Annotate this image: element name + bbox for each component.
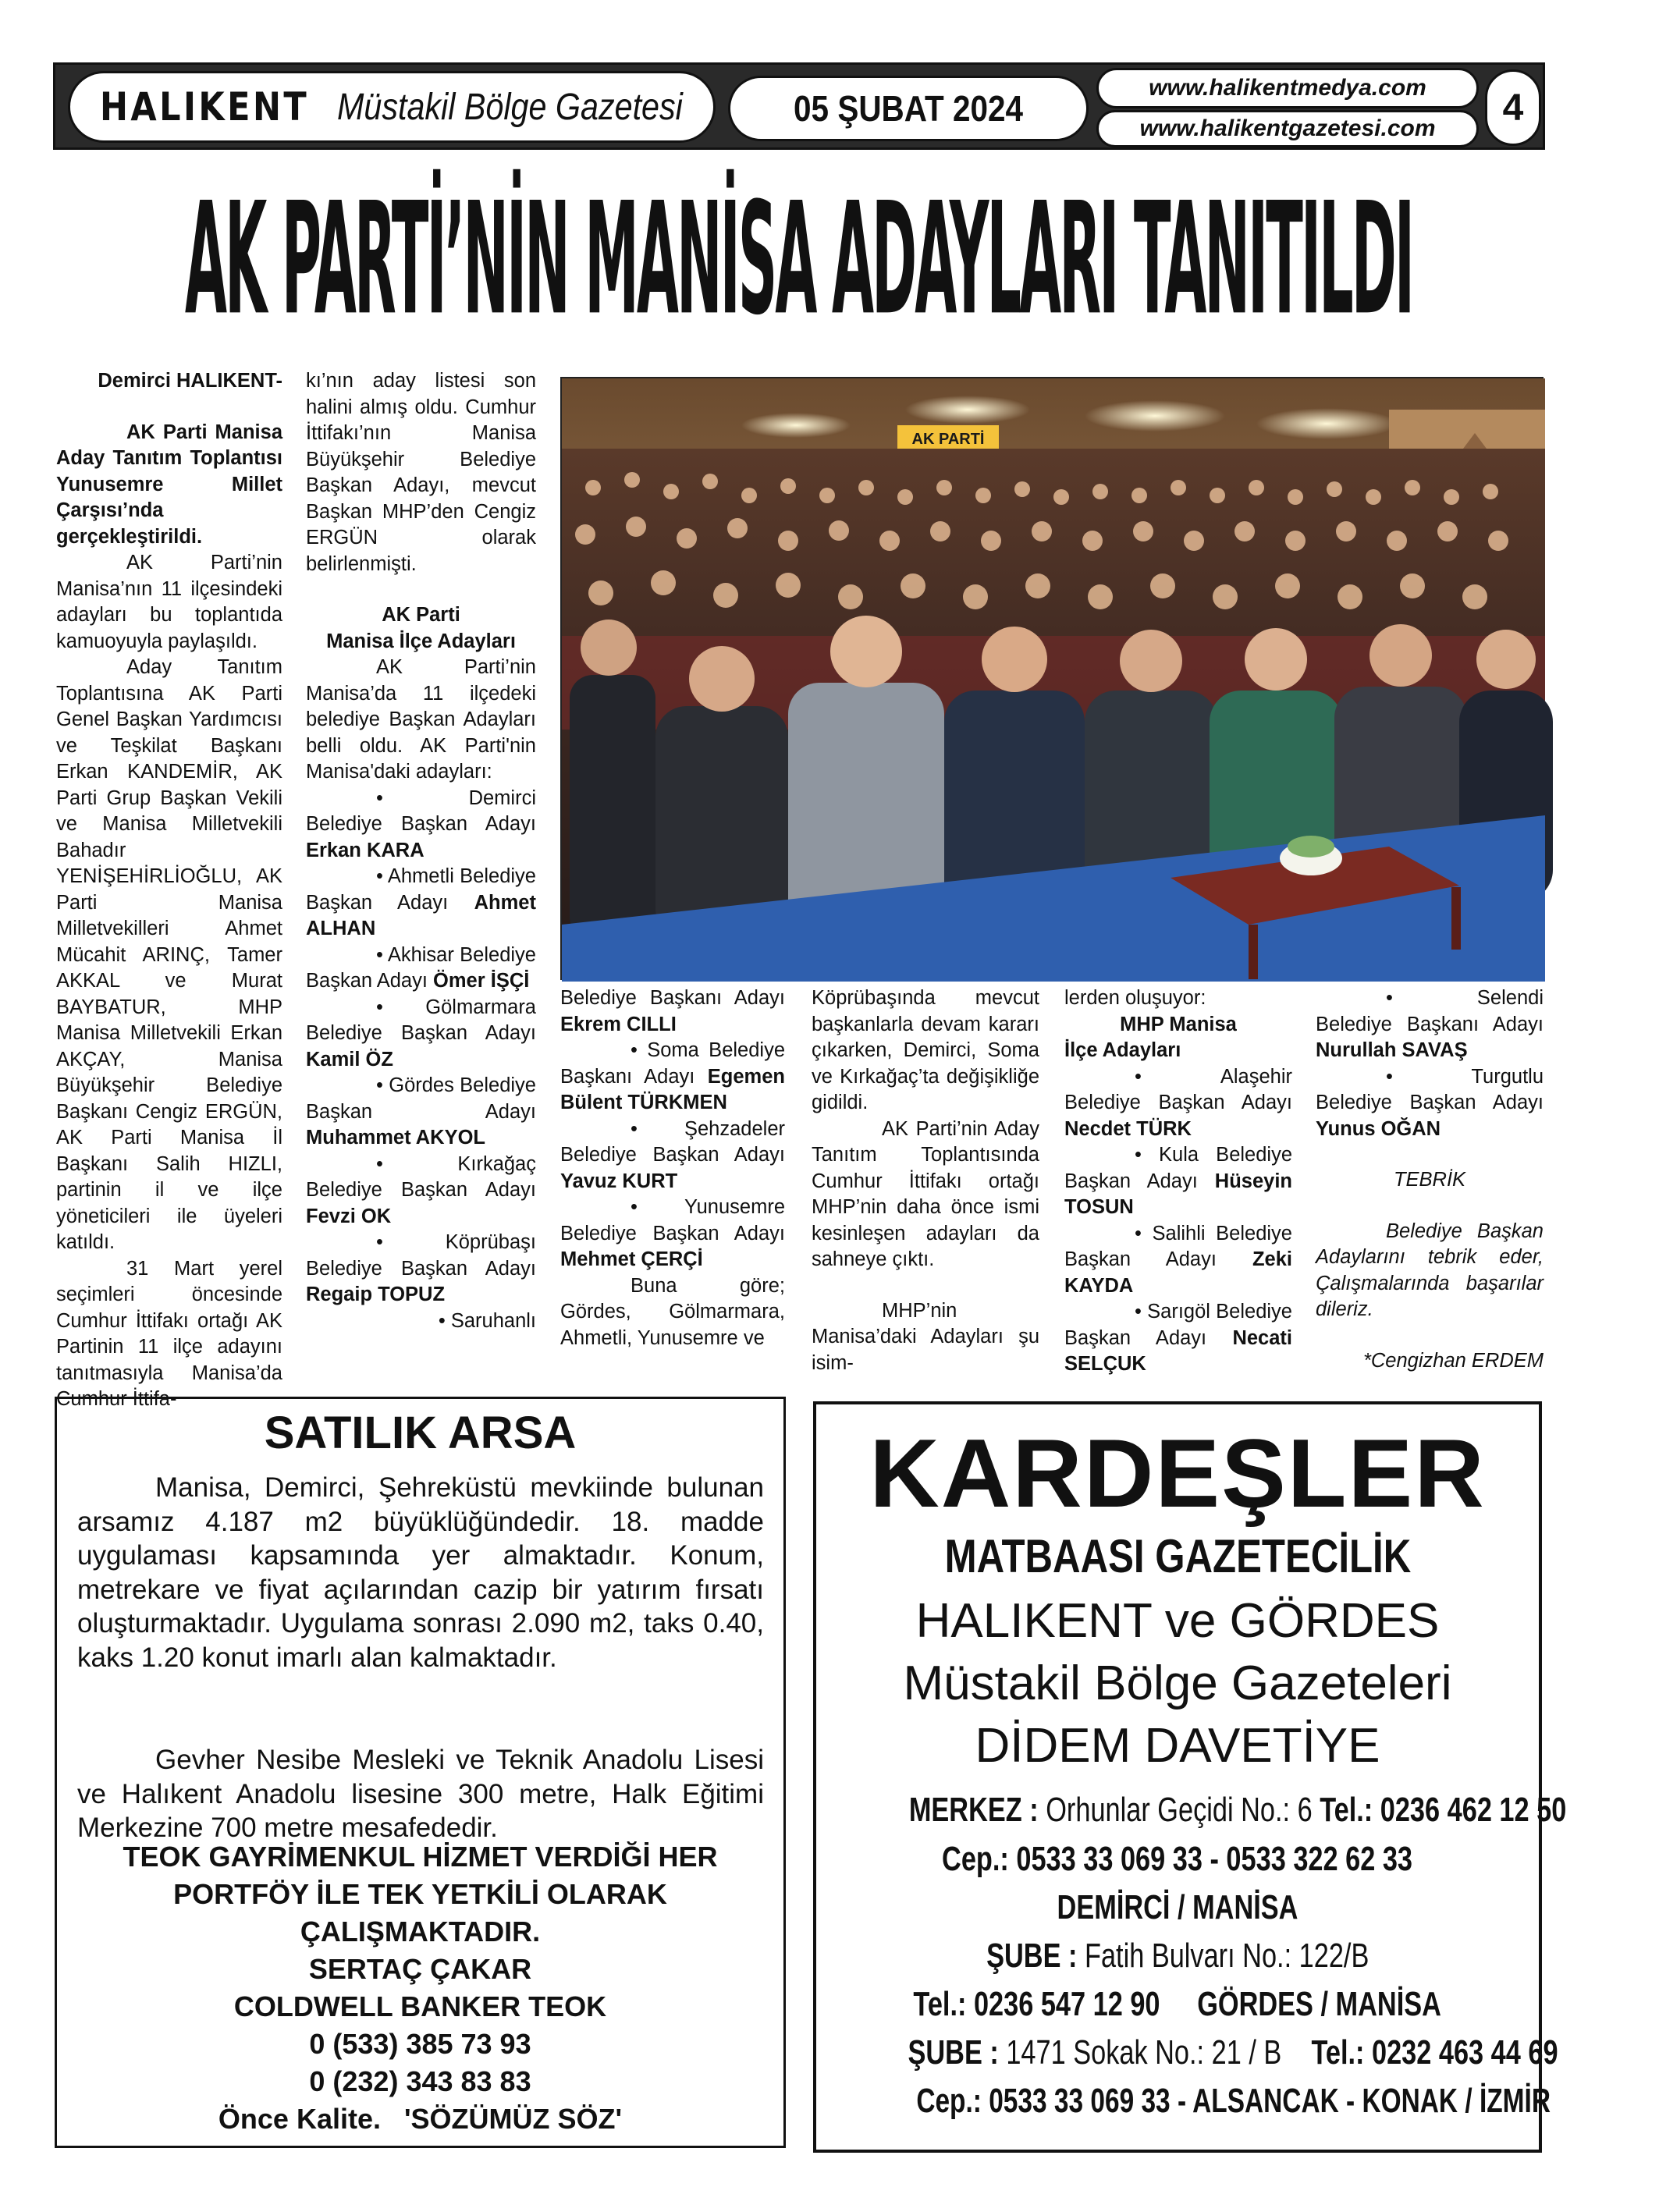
ad-paragraph: Gevher Nesibe Mesleki ve Teknik Anadolu Lisesi ve Halıkent Anadolu lisesine 300 metre, Halk Eğitimi Merkezine 700 metre mesafededir. [77, 1745, 764, 1843]
brand-subtitle: Müstakil Bölge Gazetesi [336, 86, 683, 128]
candidate-name: Erkan KARA [306, 839, 425, 861]
candidate-name: Egemen Bülent TÜRKMEN [560, 1065, 785, 1113]
candidate-item [560, 985, 785, 1038]
congrats-text: Belediye Başkan Adaylarını tebrik eder, Çalışmalarında başarılar dileriz. [1316, 1220, 1544, 1320]
candidate-role: • Akhisar Belediye Başkan Adayı [306, 943, 536, 992]
ad-line: MATBAASI GAZETECİLİK [944, 1530, 1411, 1582]
website-1[interactable]: www.halikentmedya.com [1149, 75, 1426, 101]
ad-label: MERKEZ : [908, 1791, 1039, 1829]
ad-slogan: Önce Kalite. 'SÖZÜMÜZ SÖZ' [218, 2103, 623, 2135]
candidate-role: • Kula Belediye Başkan Adayı [1064, 1144, 1292, 1192]
candidate-name: Yunus OĞAN [1316, 1117, 1441, 1140]
candidate-role: • Gölmarmara Belediye Başkan Adayı [306, 996, 536, 1044]
candidate-name: Fevzi OK [306, 1205, 392, 1227]
headline-text: AK PARTİ’NİN MANİSA ADAYLARI TANITILDI [185, 170, 1413, 350]
website-2[interactable]: www.halikentgazetesi.com [1139, 115, 1436, 141]
candidate-item [306, 864, 536, 943]
article-paragraph: AK Parti’nin Manisa’da 11 ilçedeki belediye Başkan Adayları belli oldu. AK Parti'nin Manisa'daki adayları: [306, 656, 536, 783]
author-signature: *Cengizhan ERDEM [1362, 1349, 1544, 1372]
brand-name: HALIKENT [100, 84, 310, 130]
candidate-item [1064, 1299, 1292, 1378]
candidate-name: Muhammet AKYOL [306, 1127, 485, 1149]
dateline: Demirci HALIKENT- [98, 370, 282, 392]
article-lead: AK Parti Manisa Aday Tanıtım Toplantısı Yunusemre Millet Çarşısı’nda gerçekleştirildi. [56, 421, 282, 548]
candidate-role: • Yunusemre Belediye Başkan Adayı [560, 1196, 785, 1244]
candidate-name: Regaip TOPUZ [306, 1284, 446, 1305]
subhead: Manisa İlçe Adayları [326, 630, 516, 652]
candidate-role: • Gördes Belediye Başkan Adayı [306, 1074, 536, 1123]
candidate-role: • Soma Belediye Başkanı Adayı [560, 1039, 785, 1088]
candidate-role: • Saruhanlı [438, 1309, 536, 1332]
photo-sign-text: AK PARTİ [911, 431, 985, 448]
brand-pill [68, 71, 716, 143]
ad-phone[interactable]: Tel.: 0236 547 12 90 [913, 1985, 1160, 2023]
congrats-title: TEBRİK [1393, 1169, 1466, 1191]
candidate-item [560, 1117, 785, 1195]
candidate-role: • Sarıgöl Belediye Başkan Adayı [1064, 1301, 1292, 1349]
candidate-item [560, 1038, 785, 1117]
ad-phone[interactable]: Tel.: 0236 462 12 50 [1320, 1791, 1567, 1829]
article-column-2 [306, 368, 536, 1383]
candidate-item [306, 1073, 536, 1152]
article-paragraph: Aday Tanıtım Toplantısına AK Parti Genel Başkan Yardımcısı ve Teşkilat Başkanı Erkan KANDEMİR, AK Parti Grup Başkan Vekili ve Manisa Milletvekili Bahadır YENİŞEHİRLİOĞLU, AK Parti Manisa Milletvekilleri Ahmet Mücahit ARINÇ, Tamer AKKAL ve Murat BAYBATUR, MHP Manisa Milletvekili Erkan AKÇAY, Manisa Büyükşehir Belediye Başkanı Cengiz ERGÜN, AK Parti Manisa İl Başkanı Salih HIZLI, partinin il ve ilçe yöneticileri ile üyeleri katıldı. [56, 656, 282, 1253]
ad-label: ŞUBE : [908, 2033, 999, 2072]
candidate-item [1064, 1142, 1292, 1221]
article-paragraph: AK Parti’nin Aday Tanıtım Toplantısında Cumhur İttifakı ortağı MHP’nin daha önce ismi kesinleşen adayları da sahneye çıktı. [812, 1117, 1039, 1270]
ad-line: HALIKENT ve GÖRDES [915, 1594, 1440, 1648]
ad-title: SATILIK ARSA [264, 1408, 577, 1458]
ad-merkez-line [816, 1791, 1567, 1830]
article-column-4 [812, 985, 1039, 1383]
article-column-3 [560, 985, 785, 1383]
article-paragraph: kı’nın aday listesi son halini almış oldu. Cumhur İttifakı’nın Manisa Büyükşehir Belediye Başkan Adayı, mevcut Başkan MHP’den Cengiz ERGÜN olarak belirlenmişti. [306, 370, 536, 575]
candidate-name: Ekrem CILLI [560, 1013, 677, 1035]
website-pill-1 [1096, 68, 1479, 108]
ad-contact-name: SERTAÇ ÇAKAR [308, 1953, 532, 1985]
candidate-item [306, 1230, 536, 1308]
candidate-role: • Kırkağaç Belediye Başkan Adayı [306, 1152, 536, 1201]
ad-phone[interactable]: 0 (232) 343 83 83 [309, 2065, 531, 2097]
candidate-name: Kamil ÖZ [306, 1048, 393, 1070]
candidate-name: Yavuz KURT [560, 1170, 678, 1192]
ad-branch-contact [816, 1985, 1539, 2024]
ad-mobile[interactable]: Cep.: 0533 33 069 33 - ALSANCAK - KONAK / İZMİR [916, 2082, 1551, 2120]
candidate-role: • Demirci Belediye Başkan Adayı [306, 786, 536, 835]
masthead [53, 62, 1545, 150]
candidate-role: • Alaşehir Belediye Başkan Adayı [1064, 1065, 1292, 1113]
candidate-name: Mehmet ÇERÇİ [560, 1248, 703, 1270]
candidate-item [1316, 985, 1544, 1064]
subhead: MHP Manisa [1120, 1013, 1237, 1035]
ad-phone[interactable]: 0 (533) 385 73 93 [309, 2028, 531, 2060]
candidate-item [1064, 1221, 1292, 1300]
candidate-name: Necati SELÇUK [1064, 1326, 1292, 1375]
candidate-name: Hüseyin TOSUN [1064, 1170, 1292, 1218]
ad-mobile[interactable]: Cep.: 0533 33 069 33 - 0533 322 62 33 [942, 1840, 1413, 1878]
article-column-1 [56, 368, 282, 1410]
article-paragraph: Köprübaşında mevcut başkanlarla devam kararı çıkarken, Demirci, Soma ve Kırkağaç’ta değişikliğe gidildi. [812, 987, 1039, 1113]
ad-bold-line: PORTFÖY İLE TEK YETKİLİ OLARAK [173, 1878, 667, 1910]
ad-address: Orhunlar Geçidi No.: 6 [1046, 1791, 1313, 1829]
candidate-item [1064, 1064, 1292, 1143]
event-photo [560, 377, 1544, 980]
ad-land-for-sale [55, 1397, 786, 2148]
candidate-name: Nurullah SAVAŞ [1316, 1039, 1468, 1061]
ad-line: DİDEM DAVETİYE [975, 1719, 1380, 1773]
candidate-item [306, 786, 536, 865]
audience-photo-illustration [562, 378, 1545, 982]
candidate-name: Zeki KAYDA [1064, 1248, 1292, 1297]
subhead: İlçe Adayları [1064, 1039, 1181, 1061]
ad-printing-house [813, 1401, 1567, 2153]
ad-phone[interactable]: Tel.: 0232 463 44 69 [1311, 2033, 1558, 2072]
ad-branch-line [816, 2033, 1558, 2072]
candidate-role: • Turgutlu Belediye Başkan Adayı [1316, 1065, 1544, 1113]
ad-address: 1471 Sokak No.: 21 / B [1006, 2033, 1282, 2072]
candidate-name: Necdet TÜRK [1064, 1117, 1192, 1140]
article-column-5 [1064, 985, 1292, 1383]
article-paragraph: 31 Mart yerel seçimleri öncesinde Cumhur İttifakı ortağı AK Partinin 11 ilçe adayını tanıtmasıyla Manisa’da Cumhur İttifa- [56, 1257, 282, 1410]
candidate-item [1316, 1064, 1544, 1143]
candidate-item [560, 1195, 785, 1273]
candidate-item [306, 943, 536, 995]
article-column-6 [1316, 985, 1544, 1383]
ad-label: ŞUBE : [986, 1937, 1078, 1975]
candidate-role: Belediye Başkanı Adayı [560, 987, 785, 1009]
ad-branch-line [816, 1937, 1539, 1976]
candidate-item [306, 1152, 536, 1230]
subhead: AK Parti [382, 604, 460, 626]
article-paragraph: Buna göre; Gördes, Gölmarmara, Ahmetli, Yunusemre ve [560, 1274, 785, 1349]
ad-city: DEMİRCİ / MANİSA [1057, 1888, 1298, 1926]
ad-brand-name: KARDEŞLER [869, 1420, 1486, 1528]
ad-bold-line: ÇALIŞMAKTADIR. [300, 1916, 541, 1947]
ad-city: GÖRDES / MANİSA [1197, 1985, 1442, 2023]
candidate-role: • Şehzadeler Belediye Başkan Adayı [560, 1117, 785, 1166]
article-paragraph: AK Parti’nin Manisa’nın 11 ilçesindeki adayları bu toplantıda kamuoyuyla paylaşıldı. [56, 552, 282, 652]
article-paragraph: lerden oluşuyor: [1064, 987, 1206, 1009]
candidate-role: • Selendi Belediye Başkanı Adayı [1316, 987, 1544, 1035]
article-paragraph: MHP’nin Manisa’daki Adayları şu isim- [812, 1299, 1039, 1374]
headline [53, 170, 1545, 350]
page-number: 4 [1502, 87, 1524, 129]
page-number-pill [1485, 69, 1541, 146]
ad-line: Müstakil Bölge Gazeteleri [903, 1656, 1452, 1710]
website-pill-2 [1096, 110, 1479, 147]
ad-address: Fatih Bulvarı No.: 122/B [1084, 1937, 1369, 1975]
date-pill [728, 76, 1089, 141]
candidate-name: Ömer İŞÇİ [433, 970, 530, 992]
ad-bold-line: TEOK GAYRİMENKUL HİZMET VERDİĞİ HER [123, 1841, 718, 1873]
candidate-role: • Ahmetli Belediye Başkan Adayı [306, 865, 536, 914]
issue-date: 05 ŞUBAT 2024 [793, 88, 1024, 129]
candidate-item [306, 995, 536, 1074]
ad-paragraph: Manisa, Demirci, Şehreküstü mevkiinde bulunan arsamız 4.187 m2 büyüklüğündedir. 18. madde uygulaması kapsamında yer almaktadır. Konum, metrekare ve fiyat açılarından cazip bir yatırım fırsatı oluşturmaktadır. Uygulama sonrası 2.090 m2, taks 0.40, kaks 1.20 konut imarlı alan kalmaktadır. [77, 1472, 764, 1673]
ad-agency: COLDWELL BANKER TEOK [233, 1990, 607, 2022]
candidate-role: • Salihli Belediye Başkan Adayı [1064, 1222, 1292, 1270]
candidate-role: • Köprübaşı Belediye Başkan Adayı [306, 1231, 536, 1280]
candidate-name: Ahmet ALHAN [306, 891, 536, 939]
